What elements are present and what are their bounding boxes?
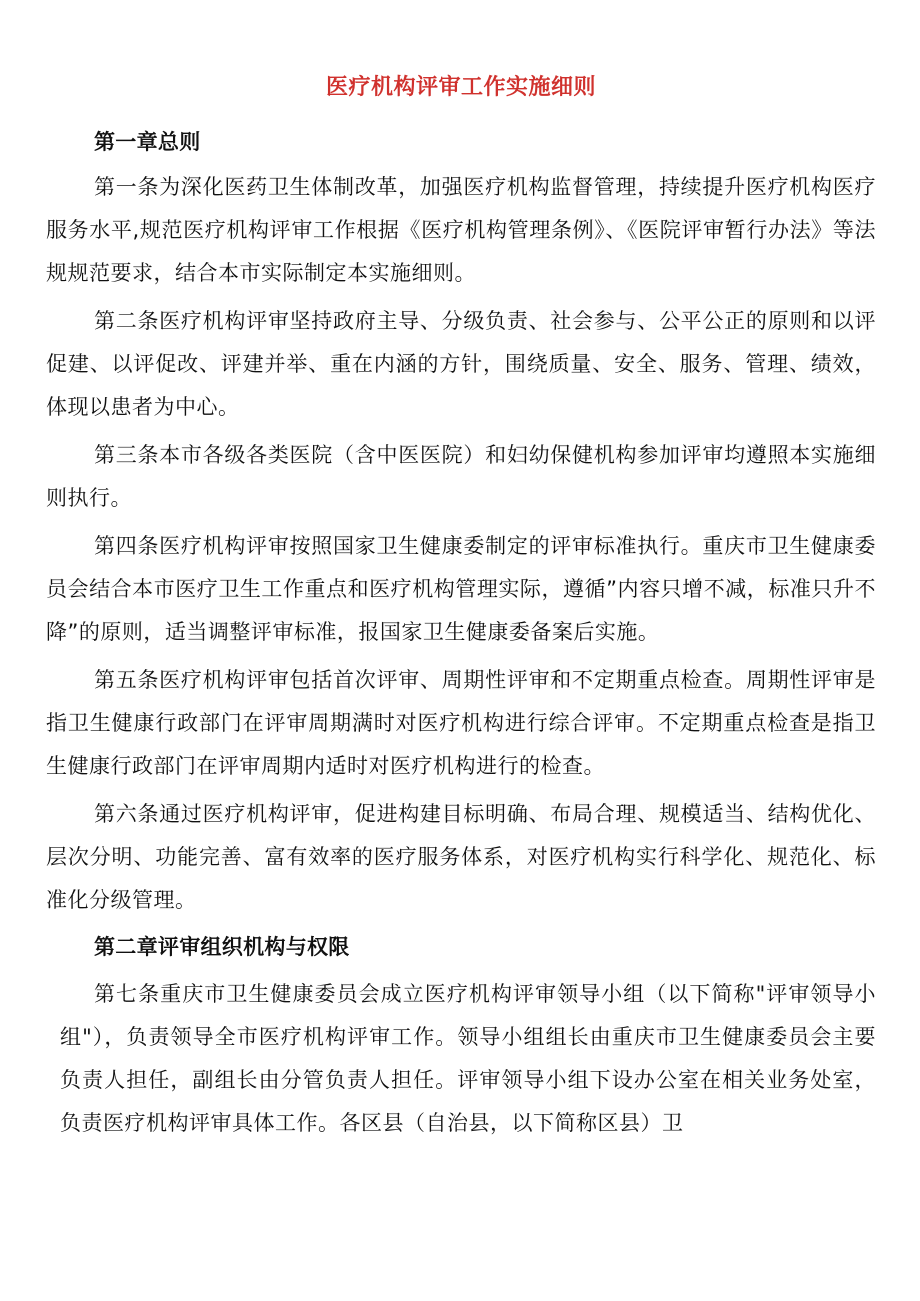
document-title: 医疗机构评审工作实施细则 (325, 75, 596, 100)
article-4: 第四条医疗机构评审按照国家卫生健康委制定的评审标准执行。重庆市卫生健康委员会结合本市医疗卫生工作重点和医疗机构管理实际，遵循”内容只增不减，标准只升不降”的原则，适当调整评审标准，报国家卫生健康委备案后实施。 (46, 534, 876, 644)
article-6: 第六条通过医疗机构评审，促进构建目标明确、布局合理、规模适当、结构优化、层次分明、功能完善、富有效率的医疗服务体系，对医疗机构实行科学化、规范化、标准化分级管理。 (46, 802, 876, 912)
article-5: 第五条医疗机构评审包括首次评审、周期性评审和不定期重点检查。周期性评审是指卫生健康行政部门在评审周期满时对医疗机构进行综合评审。不定期重点检查是指卫生健康行政部门在评审周期内适时对医疗机构进行的检查。 (46, 668, 876, 778)
article-3: 第三条本市各级各类医院（含中医医院）和妇幼保健机构参加评审均遵照本实施细则执行。 (46, 443, 876, 510)
article-1: 第一条为深化医药卫生体制改革，加强医疗机构监督管理，持续提升医疗机构医疗服务水平,规范医疗机构评审工作根据《医疗机构管理条例》、《医院评审暂行办法》等法规规范要求，结合本市实际制定本实施细则。 (46, 175, 876, 285)
article-2: 第二条医疗机构评审坚持政府主导、分级负责、社会参与、公平公正的原则和以评促建、以评促改、评建并举、重在内涵的方针，围绕质量、安全、服务、管理、绩效，体现以患者为中心。 (46, 309, 876, 419)
chapter-heading-2: 第二章评审组织机构与权限 (94, 935, 350, 959)
article-7: 第七条重庆市卫生健康委员会成立医疗机构评审领导小组（以下简称"评审领导小组"），负责领导全市医疗机构评审工作。领导小组组长由重庆市卫生健康委员会主要负责人担任，副组长由分管负责人担任。评审领导小组下设办公室在相关业务处室，负责医疗机构评审具体工作。各区县（自治县，以下简称区县）卫 (60, 982, 876, 1135)
chapter-heading-1: 第一章总则 (94, 130, 201, 154)
